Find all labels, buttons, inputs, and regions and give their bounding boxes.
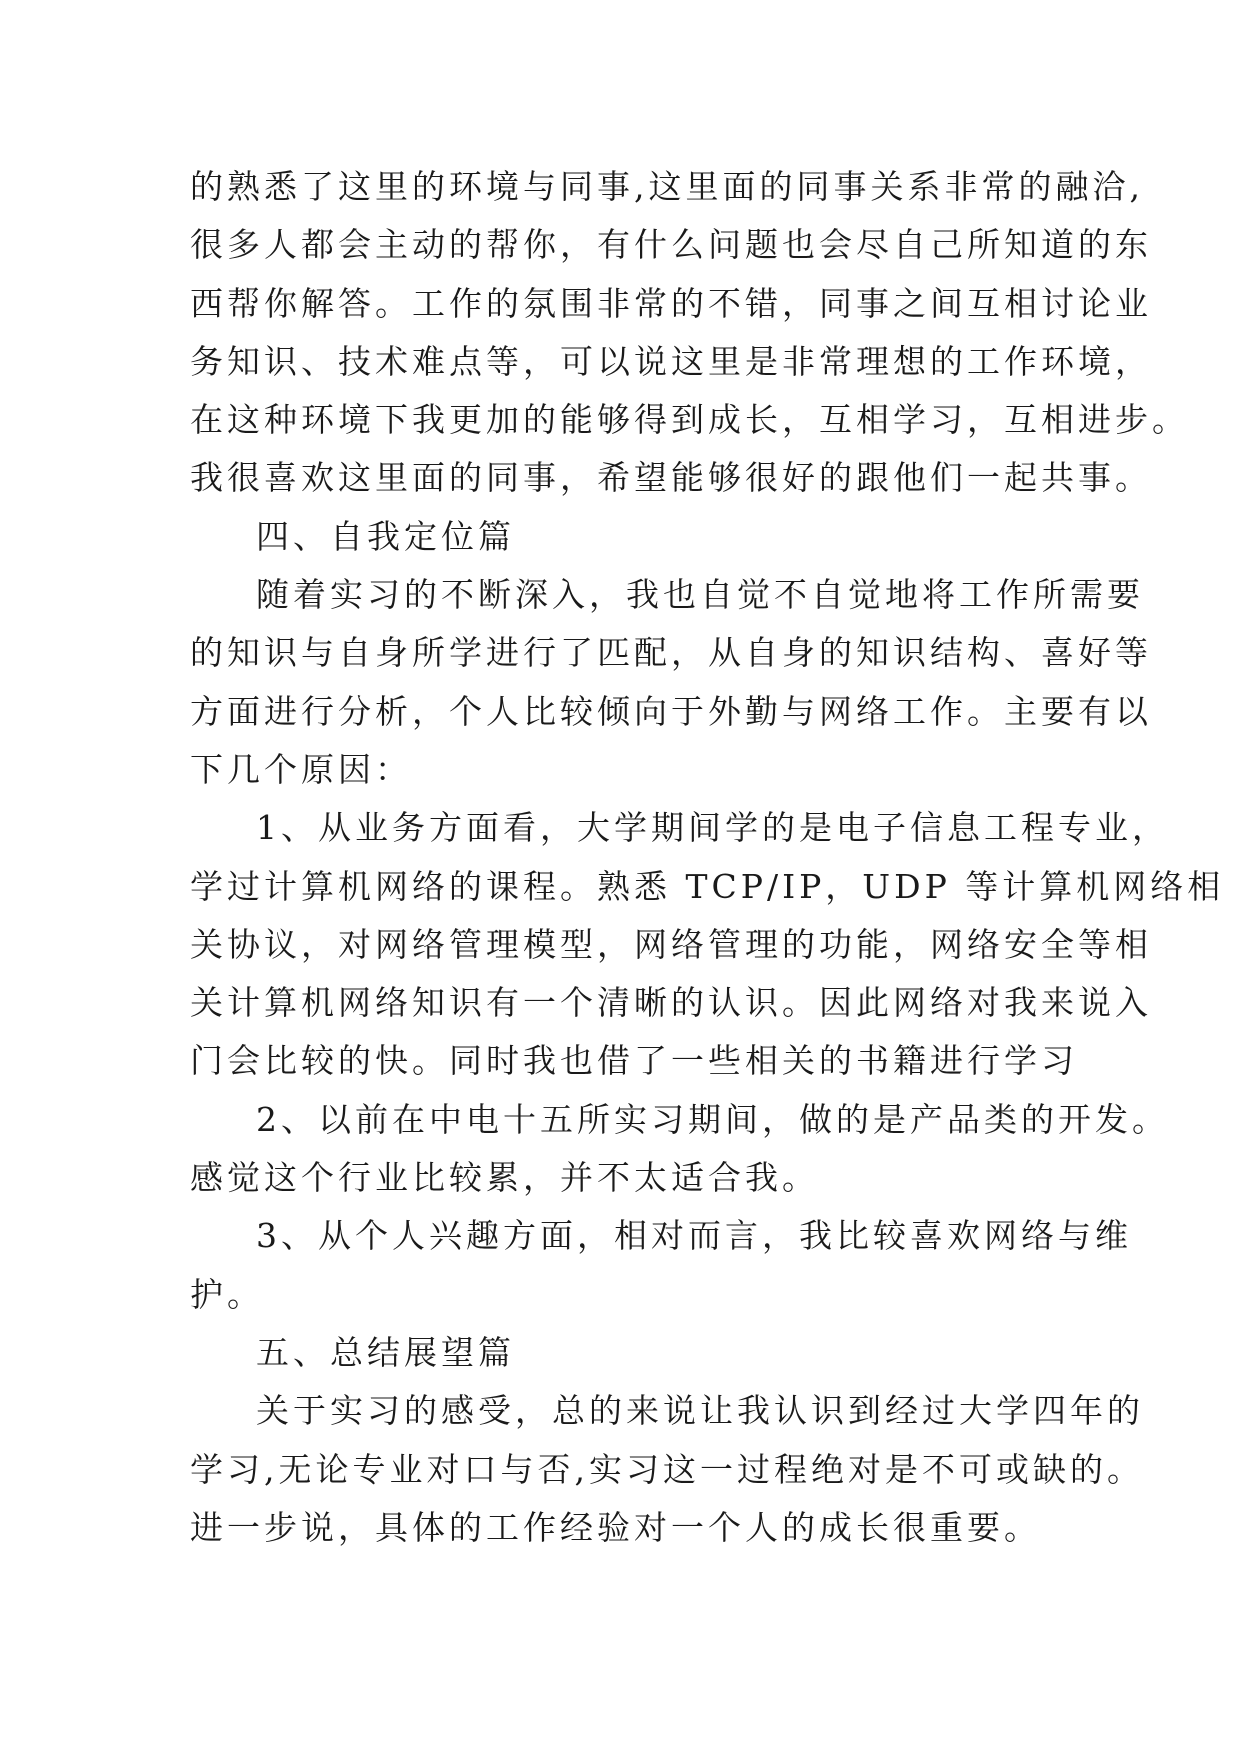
text-line: 关协议，对网络管理模型，网络管理的功能，网络安全等相 (190, 924, 1152, 964)
list-item-first-line: 1、从业务方面看，大学期间学的是电子信息工程专业， (256, 808, 1169, 848)
section-heading: 四、自我定位篇 (256, 516, 515, 556)
text-line: 在这种环境下我更加的能够得到成长，互相学习，互相进步。 (190, 400, 1189, 440)
paragraph-first-line: 关于实习的感受，总的来说让我认识到经过大学四年的 (256, 1391, 1144, 1431)
text-line: 关计算机网络知识有一个清晰的认识。因此网络对我来说入 (190, 983, 1152, 1023)
body-text (190, 158, 1225, 1557)
text-line: 感觉这个行业比较累，并不太适合我。 (190, 1158, 819, 1198)
section-heading: 五、总结展望篇 (256, 1332, 515, 1372)
text-line: 门会比较的快。同时我也借了一些相关的书籍进行学习 (190, 1041, 1078, 1081)
text-line: 务知识、技术难点等，可以说这里是非常理想的工作环境， (190, 341, 1152, 381)
text-line: 西帮你解答。工作的氛围非常的不错，同事之间互相讨论业 (190, 283, 1152, 323)
list-item-first-line: 3、从个人兴趣方面，相对而言，我比较喜欢网络与维 (256, 1216, 1132, 1256)
text-line: 进一步说，具体的工作经验对一个人的成长很重要。 (190, 1507, 1041, 1547)
paragraph-first-line: 随着实习的不断深入，我也自觉不自觉地将工作所需要 (256, 575, 1144, 615)
text-line: 我很喜欢这里面的同事，希望能够很好的跟他们一起共事。 (190, 458, 1152, 498)
text-line: 的熟悉了这里的环境与同事,这里面的同事关系非常的融洽, (190, 167, 1144, 206)
text-line: 下几个原因： (190, 749, 412, 789)
text-line: 护。 (190, 1274, 264, 1314)
text-line: 的知识与自身所学进行了匹配，从自身的知识结构、喜好等 (190, 633, 1152, 673)
text-line: 方面进行分析，个人比较倾向于外勤与网络工作。主要有以 (190, 691, 1152, 731)
text-line: 很多人都会主动的帮你，有什么问题也会尽自己所知道的东 (190, 225, 1152, 265)
list-item-first-line: 2、以前在中电十五所实习期间，做的是产品类的开发。 (256, 1099, 1169, 1139)
text-line: 学习,无论专业对口与否,实习这一过程绝对是不可或缺的。 (190, 1449, 1144, 1489)
text-line: 学过计算机网络的课程。熟悉 TCP/IP，UDP 等计算机网络相 (190, 866, 1225, 906)
